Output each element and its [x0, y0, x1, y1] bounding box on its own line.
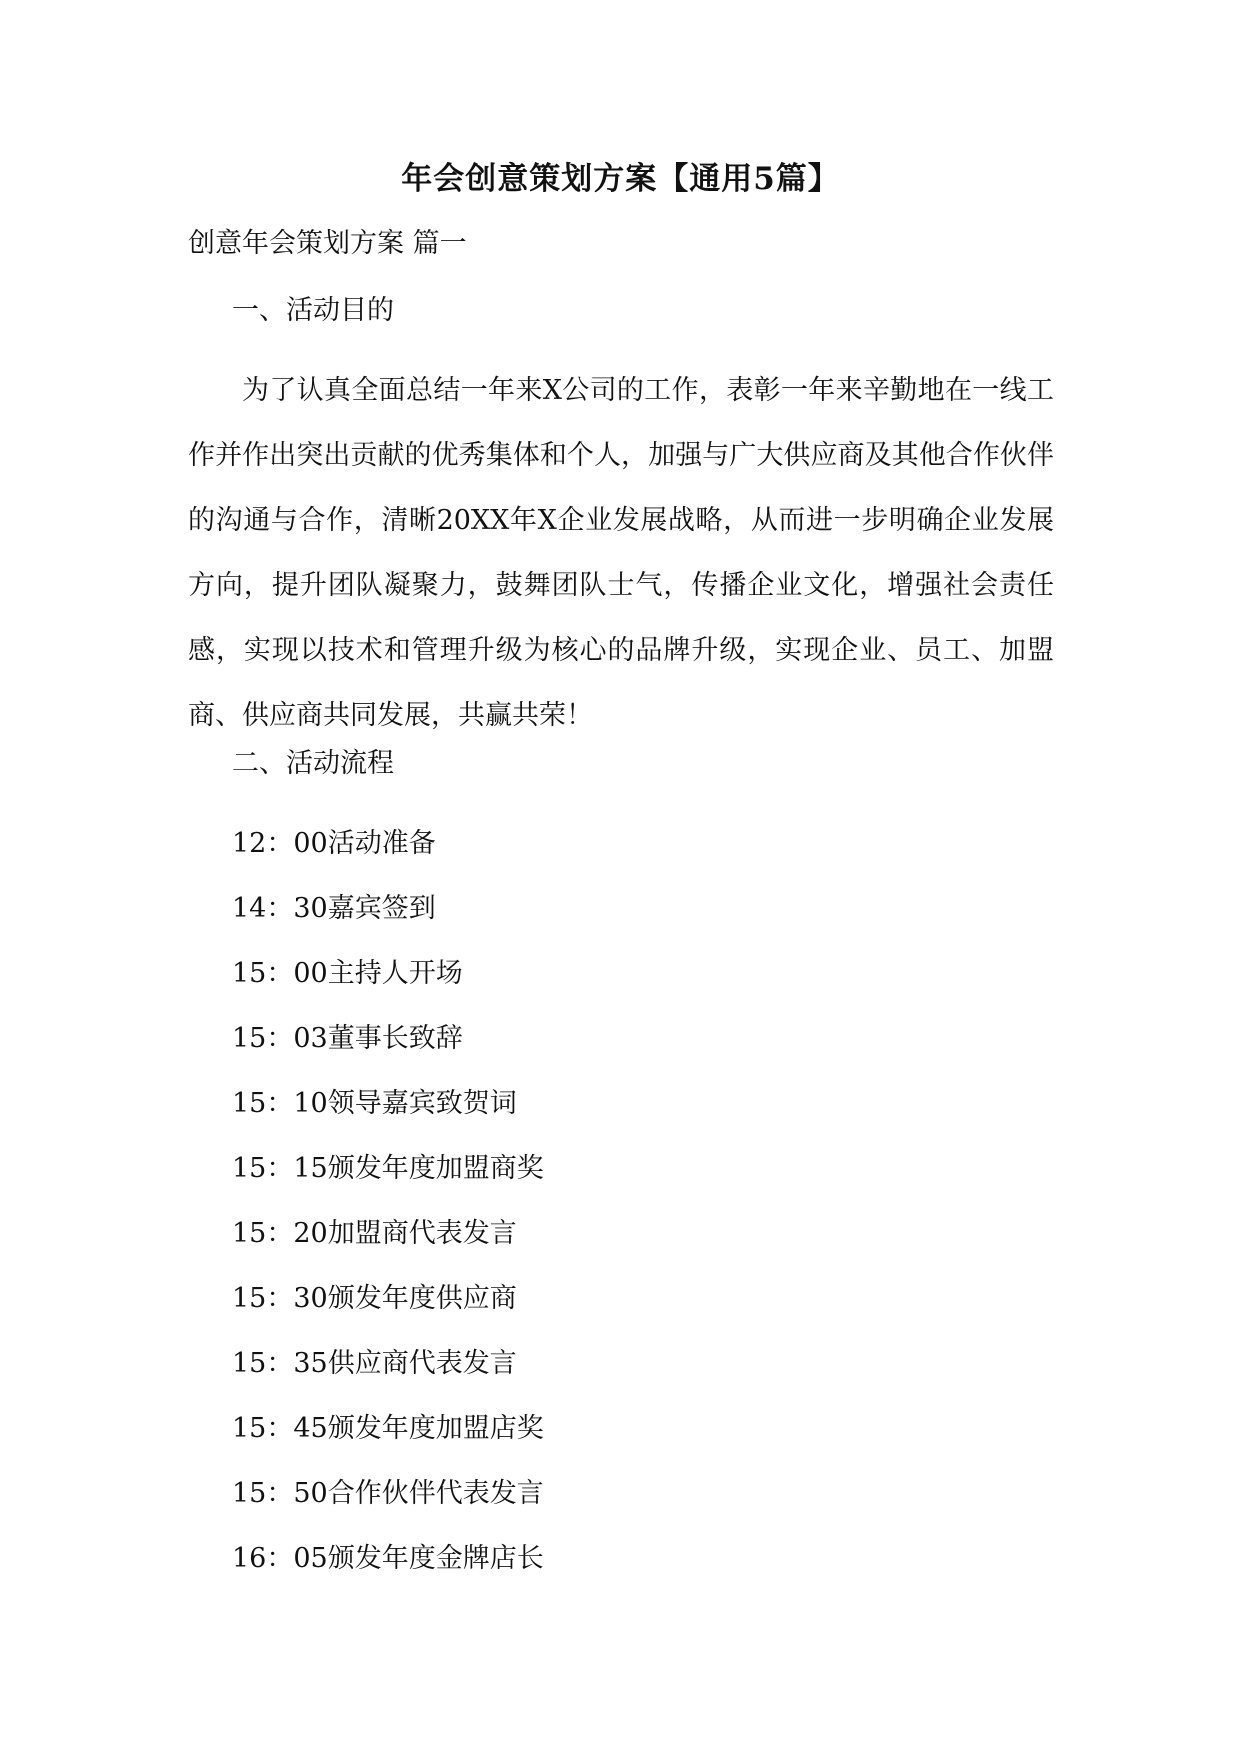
- schedule-item: 15：00主持人开场: [232, 958, 463, 989]
- schedule-item: 15：10领导嘉宾致贺词: [232, 1088, 517, 1119]
- schedule-item: 15：50合作伙伴代表发言: [232, 1478, 544, 1509]
- purpose-paragraph-text: 为了认真全面总结一年来X公司的工作，表彰一年来辛勤地在一线工作并作出突出贡献的优秀集体和个人，加强与广大供应商及其他合作伙伴的沟通与合作，清晰20XX年X企业发展战略，从而进一步明确企业发展方向，提升团队凝聚力，鼓舞团队士气，传播企业文化，增强社会责任感，实现以技术和管理升级为核心的品牌升级，实现企业、员工、加盟商、供应商共同发展，共赢共荣！: [188, 375, 1054, 731]
- schedule-item: 15：20加盟商代表发言: [232, 1218, 517, 1249]
- section-heading: 创意年会策划方案 篇一: [188, 228, 467, 259]
- schedule-item: 15：45颁发年度加盟店奖: [232, 1413, 544, 1444]
- schedule-list: [232, 811, 544, 1591]
- part-two-heading: 二、活动流程: [232, 748, 394, 779]
- purpose-paragraph: [188, 358, 1054, 748]
- schedule-item: 15：15颁发年度加盟商奖: [232, 1153, 544, 1184]
- schedule-item: 15：35供应商代表发言: [232, 1348, 517, 1379]
- schedule-item: 16：05颁发年度金牌店长: [232, 1543, 544, 1574]
- schedule-item: 15：03董事长致辞: [232, 1023, 463, 1054]
- schedule-item: 14：30嘉宾签到: [232, 893, 436, 924]
- schedule-item: 12：00活动准备: [232, 828, 436, 859]
- document-title: 年会创意策划方案【通用5篇】: [401, 161, 840, 197]
- part-one-heading: 一、活动目的: [232, 295, 394, 326]
- schedule-item: 15：30颁发年度供应商: [232, 1283, 517, 1314]
